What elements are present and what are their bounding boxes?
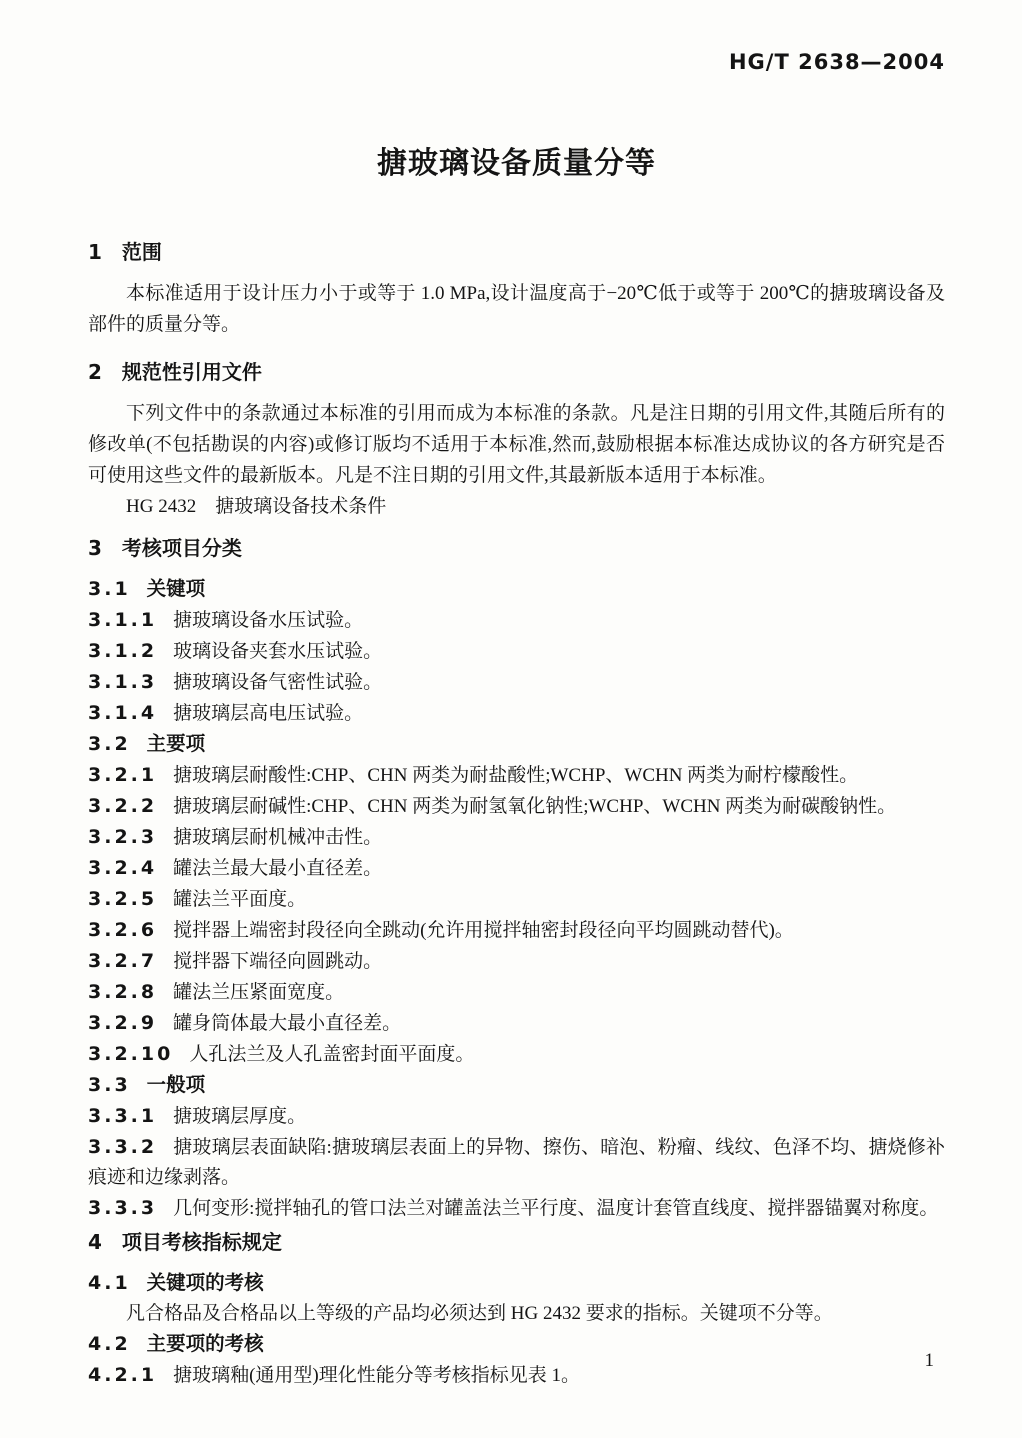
clause-number: 3.2.6 xyxy=(88,919,158,941)
clause-number: 3.1.4 xyxy=(88,702,158,724)
clause-text: 搅拌器上端密封段径向全跳动(允许用搅拌轴密封段径向平均圆跳动替代)。 xyxy=(173,920,794,941)
standard-code: HG/T 2638—2004 xyxy=(728,50,945,74)
clause-text: 搪玻璃层耐碱性:CHP、CHN 两类为耐氢氧化钠性;WCHP、WCHN 两类为耐碳酸钠性。 xyxy=(173,796,897,817)
clause-number: 3.1.3 xyxy=(88,671,158,693)
clause-number: 3.2.1 xyxy=(88,764,158,786)
document-title: 搪玻璃设备质量分等 xyxy=(377,146,656,181)
clause-3-2-4 xyxy=(88,853,945,884)
clause-text: 人孔法兰及人孔盖密封面平面度。 xyxy=(189,1044,475,1065)
clause-3-3-3 xyxy=(88,1193,945,1224)
clause-number: 3.2.4 xyxy=(88,857,158,879)
section-2-paragraph: 下列文件中的条款通过本标准的引用而成为本标准的条款。凡是注日期的引用文件,其随后所有的修改单(不包括勘误的内容)或修订版均不适用于本标准,然而,鼓励根据本标准达成协议的各方研究是否可使用这些文件的最新版本。凡是不注日期的引用文件,其最新版本适用于本标准。 xyxy=(88,403,945,486)
clause-4-1-paragraph: 凡合格品及合格品以上等级的产品均必须达到 HG 2432 要求的指标。关键项不分等。 xyxy=(126,1303,833,1324)
section-4-title: 项目考核指标规定 xyxy=(121,1230,282,1254)
clause-number: 4.2 xyxy=(88,1333,131,1355)
clause-text: 主要项 xyxy=(146,732,206,755)
clause-4-1 xyxy=(88,1268,945,1299)
clause-number: 4.2.1 xyxy=(88,1364,158,1386)
clause-number: 3.2.3 xyxy=(88,826,158,848)
document-content xyxy=(88,0,945,1391)
clause-text: 玻璃设备夹套水压试验。 xyxy=(173,641,383,662)
clause-4-2-1 xyxy=(88,1360,945,1391)
clause-3-1-1 xyxy=(88,605,945,636)
clause-3-2-7 xyxy=(88,946,945,977)
clause-number: 4.1 xyxy=(88,1272,131,1294)
clause-3-3-2 xyxy=(88,1132,945,1193)
clause-number: 3.1.1 xyxy=(88,609,158,631)
clause-text: 搪玻璃设备气密性试验。 xyxy=(173,672,383,693)
clause-3-2-5 xyxy=(88,884,945,915)
clause-text: 搪玻璃层耐机械冲击性。 xyxy=(173,827,383,848)
section-4-number: 4 xyxy=(88,1230,104,1254)
clause-3-2-1 xyxy=(88,760,945,791)
clause-number: 3.2.9 xyxy=(88,1012,158,1034)
section-2-heading xyxy=(88,358,945,386)
section-2-number: 2 xyxy=(88,360,104,384)
section-1-title: 范围 xyxy=(121,240,162,264)
section-2-title: 规范性引用文件 xyxy=(121,360,262,384)
clause-text: 罐法兰平面度。 xyxy=(173,889,307,910)
clause-text: 搪玻璃层厚度。 xyxy=(173,1106,307,1127)
clause-3-2 xyxy=(88,729,945,760)
clause-3-2-8 xyxy=(88,977,945,1008)
clause-text: 搅拌器下端径向圆跳动。 xyxy=(173,951,383,972)
clause-number: 3.3 xyxy=(88,1074,131,1096)
clause-3-1-4 xyxy=(88,698,945,729)
section-1-paragraph: 本标准适用于设计压力小于或等于 1.0 MPa,设计温度高于−20℃低于或等于 200℃的搪玻璃设备及部件的质量分等。 xyxy=(88,283,945,335)
clause-number: 3.2.5 xyxy=(88,888,158,910)
clause-3-2-10 xyxy=(88,1039,945,1070)
clause-3-1-3 xyxy=(88,667,945,698)
section-3-title: 考核项目分类 xyxy=(121,536,242,560)
clause-number: 3.2.8 xyxy=(88,981,158,1003)
clause-3-2-6 xyxy=(88,915,945,946)
section-1-number: 1 xyxy=(88,240,104,264)
section-4-heading xyxy=(88,1228,945,1256)
clause-3-2-3 xyxy=(88,822,945,853)
section-3-number: 3 xyxy=(88,536,104,560)
clause-number: 3.1 xyxy=(88,578,131,600)
clause-number: 3.2.10 xyxy=(88,1043,174,1065)
clause-text: 罐身筒体最大最小直径差。 xyxy=(173,1013,402,1034)
section-4-clauses xyxy=(88,1268,945,1391)
page-number: 1 xyxy=(924,1350,934,1371)
clause-text: 关键项 xyxy=(146,577,206,600)
clause-text: 罐法兰最大最小直径差。 xyxy=(173,858,383,879)
clause-text: 一般项 xyxy=(146,1073,206,1096)
clause-text: 搪玻璃层表面缺陷:搪玻璃层表面上的异物、擦伤、暗泡、粉瘤、线纹、色泽不均、搪烧修补痕迹和边缘剥落。 xyxy=(88,1137,945,1188)
clause-4-2 xyxy=(88,1329,945,1360)
section-1-heading xyxy=(88,238,945,266)
clause-3-2-2 xyxy=(88,791,945,822)
clause-number: 3.2 xyxy=(88,733,131,755)
clause-text: 几何变形:搅拌轴孔的管口法兰对罐盖法兰平行度、温度计套管直线度、搅拌器锚翼对称度。 xyxy=(173,1198,939,1219)
clause-3-3 xyxy=(88,1070,945,1101)
clause-text: 搪玻璃层耐酸性:CHP、CHN 两类为耐盐酸性;WCHP、WCHN 两类为耐柠檬酸性。 xyxy=(173,765,859,786)
clause-number: 3.2.2 xyxy=(88,795,158,817)
clause-text: 搪玻璃层高电压试验。 xyxy=(173,703,364,724)
normative-reference: HG 2432 搪玻璃设备技术条件 xyxy=(126,496,387,517)
clause-text: 关键项的考核 xyxy=(146,1271,264,1294)
clause-text: 搪玻璃设备水压试验。 xyxy=(173,610,364,631)
clause-number: 3.3.1 xyxy=(88,1105,158,1127)
clause-text: 搪玻璃釉(通用型)理化性能分等考核指标见表 1。 xyxy=(173,1365,581,1386)
clause-number: 3.1.2 xyxy=(88,640,158,662)
section-3-clauses xyxy=(88,574,945,1224)
clause-number: 3.3.2 xyxy=(88,1136,158,1158)
clause-3-2-9 xyxy=(88,1008,945,1039)
clause-text: 主要项的考核 xyxy=(146,1332,264,1355)
clause-3-3-1 xyxy=(88,1101,945,1132)
clause-number: 3.2.7 xyxy=(88,950,158,972)
section-3-heading xyxy=(88,534,945,562)
clause-3-1-2 xyxy=(88,636,945,667)
clause-number: 3.3.3 xyxy=(88,1197,158,1219)
clause-text: 罐法兰压紧面宽度。 xyxy=(173,982,345,1003)
clause-3-1 xyxy=(88,574,945,605)
